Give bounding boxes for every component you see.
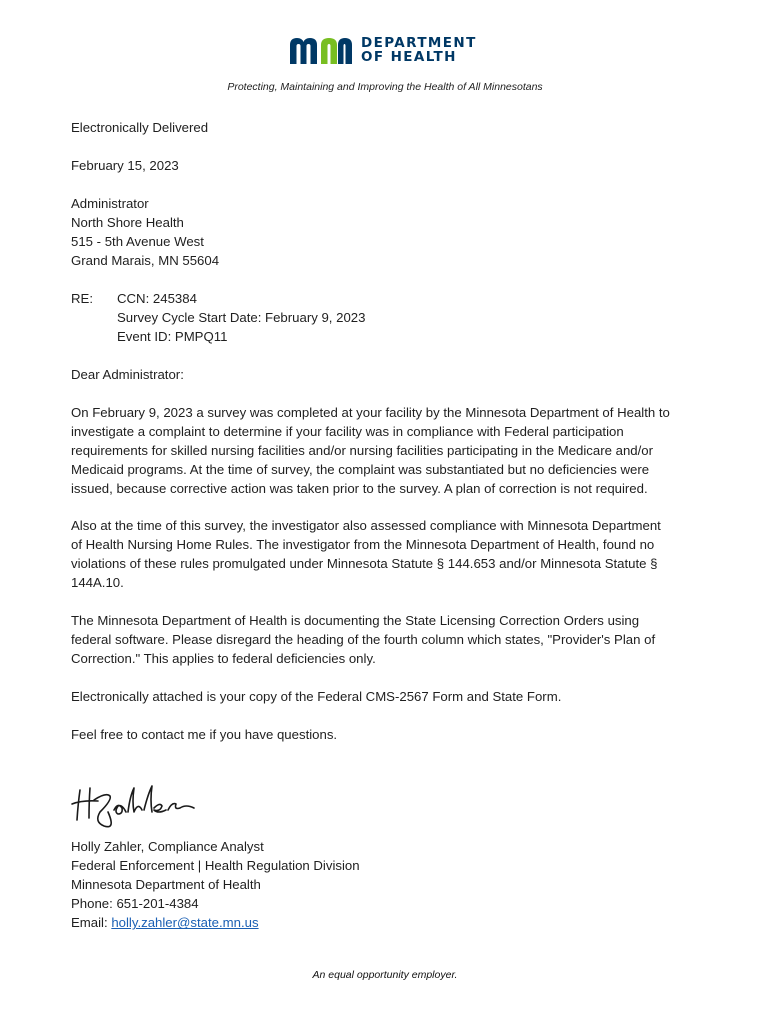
paragraph-2: [71, 516, 711, 592]
signer-phone: Phone: 651-201-4384: [71, 896, 199, 912]
signer-org: Minnesota Department of Health: [71, 877, 261, 893]
paragraph-line: of Health Nursing Home Rules. The investigator from the Minnesota Department of Health, found no: [71, 537, 655, 553]
footer-statement: An equal opportunity employer.: [312, 969, 458, 981]
delivery-method: [71, 118, 711, 137]
recipient-line: Administrator: [71, 196, 149, 211]
paragraph-3: [71, 611, 711, 668]
paragraph-line: The Minnesota Department of Health is documenting the State Licensing Correction Orders using: [71, 613, 640, 628]
signer-block: [71, 837, 711, 932]
tagline: Protecting, Maintaining and Improving the Health of All Minnesotans: [227, 81, 543, 93]
recipient-line: Grand Marais, MN 55604: [71, 253, 220, 269]
email-link[interactable]: holly.zahler@state.mn.us: [111, 915, 259, 931]
paragraph-line: federal software. Please disregard the heading of the fourth column which states, "Provider's Plan of: [71, 632, 656, 648]
org-name: [361, 36, 477, 64]
letter-date: [71, 156, 711, 175]
mn-logo-icon: [288, 35, 354, 65]
re-event-id: Event ID: PMPQ11: [117, 329, 228, 345]
signer-email-line: [71, 913, 711, 932]
paragraph-line: Medicaid programs. At the time of survey, the complaint was substantiated but no deficiencies were: [71, 462, 650, 478]
letterhead: [288, 34, 477, 66]
salutation-text: Dear Administrator:: [71, 367, 184, 382]
email-label: Email:: [71, 915, 112, 931]
paragraph-line: issued, because corrective action was taken prior to the survey. A plan of correction is not required.: [71, 481, 648, 497]
handwritten-signature: [68, 782, 218, 838]
signer-division: Federal Enforcement | Health Regulation Division: [71, 858, 360, 874]
recipient-address: [71, 194, 711, 270]
paragraph-line: violations of these rules promulgated under Minnesota Statute § 144.653 and/or Minnesota Statute §: [71, 556, 658, 572]
paragraph-line: Electronically attached is your copy of the Federal CMS-2567 Form and State Form.: [71, 689, 562, 704]
paragraph-4: [71, 687, 711, 706]
recipient-line: 515 - 5th Avenue West: [71, 234, 204, 250]
paragraph-1: [71, 403, 711, 498]
delivery-text: Electronically Delivered: [71, 120, 209, 135]
org-name-line1: DEPARTMENT: [361, 35, 477, 51]
date-text: February 15, 2023: [71, 158, 179, 173]
paragraph-line: 144A.10.: [71, 575, 124, 591]
paragraph-5: [71, 725, 711, 744]
re-label: RE:: [71, 291, 93, 306]
paragraph-line: Correction." This applies to federal deficiencies only.: [71, 651, 376, 667]
paragraph-line: investigate a complaint to determine if your facility was in compliance with Federal participation: [71, 424, 624, 440]
re-ccn: CCN: 245384: [117, 291, 197, 306]
paragraph-line: Also at the time of this survey, the investigator also assessed compliance with Minnesota Department: [71, 518, 661, 533]
re-details: [117, 289, 365, 346]
salutation: [71, 365, 711, 384]
recipient-line: North Shore Health: [71, 215, 184, 231]
re-survey-start: Survey Cycle Start Date: February 9, 2023: [117, 310, 366, 326]
paragraph-line: requirements for skilled nursing facilities and/or nursing facilities participating in the Medicare and/or: [71, 443, 654, 459]
paragraph-line: Feel free to contact me if you have questions.: [71, 727, 338, 742]
org-name-line2: OF HEALTH: [361, 49, 457, 65]
signer-name-title: Holly Zahler, Compliance Analyst: [71, 839, 264, 854]
paragraph-line: On February 9, 2023 a survey was completed at your facility by the Minnesota Department of Health to: [71, 405, 670, 420]
